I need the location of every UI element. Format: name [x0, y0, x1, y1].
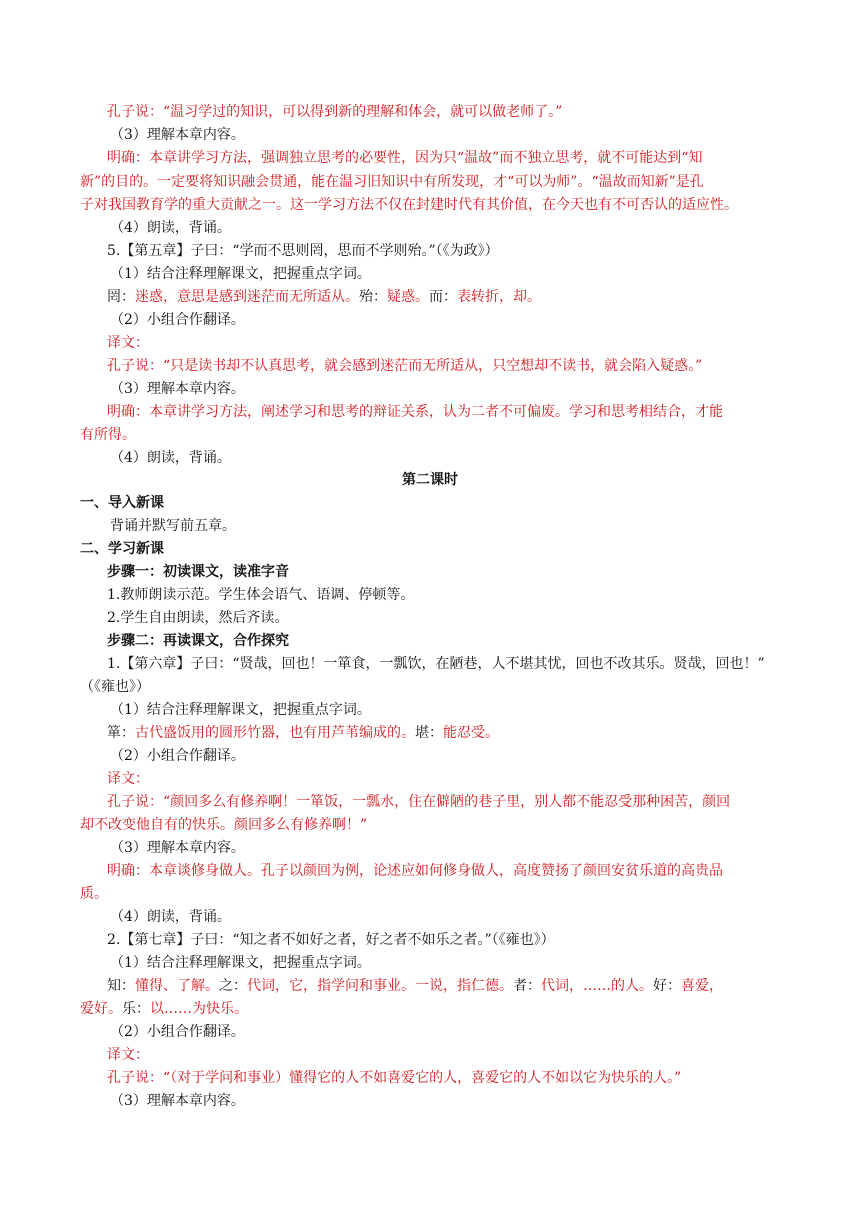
chapter-source: （《雍也》）: [80, 679, 150, 695]
translation-text: 孔子说：“颜回多么有修养啊！一箪饭，一瓢水，住在僻陋的巷子里，别人都不能忍受那种困苦，颜回: [107, 794, 731, 810]
vocab-definition: 代词，……的人。: [541, 978, 653, 994]
section-heading: 一、导入新课: [80, 495, 164, 511]
vocab-definition: 疑惑。: [387, 289, 429, 305]
step-heading: （2）小组合作翻译。: [110, 1024, 245, 1040]
vocab-term: 好：: [653, 978, 681, 994]
vocab-line: [107, 287, 541, 307]
step-heading: （1）结合注释理解课文，把握重点字词。: [110, 702, 371, 718]
analysis-text: 明确：本章讲学习方法，强调独立思考的必要性，因为只“温故”而不独立思考，就不可能达到“知: [107, 150, 703, 166]
step-heading: （3）理解本章内容。: [110, 840, 245, 856]
vocab-term: 堪：: [415, 725, 443, 741]
step-heading: （2）小组合作翻译。: [110, 748, 245, 764]
vocab-definition: 古代盛饭用的圆形竹器，也有用芦苇编成的。: [135, 725, 415, 741]
step-heading: （1）结合注释理解课文，把握重点字词。: [110, 266, 371, 282]
vocab-definition: 懂得、了解。: [135, 978, 219, 994]
vocab-term: 箪：: [107, 725, 135, 741]
vocab-definition: 迷惑，意思是感到迷茫而无所适从。: [135, 289, 359, 305]
translation-text: 却不改变他自有的快乐。颜回多么有修养啊！”: [80, 817, 368, 833]
analysis-text: 明确：本章讲学习方法，阐述学习和思考的辩证关系，认为二者不可偏废。学习和思考相结合，才能: [107, 404, 723, 420]
translation-label: 译文：: [107, 771, 149, 787]
section-title: 第二课时: [402, 472, 458, 488]
body-text: 背诵并默写前五章。: [110, 518, 236, 534]
step-title: 步骤二：再读课文，合作探究: [107, 633, 289, 649]
vocab-term: 罔：: [107, 289, 135, 305]
vocab-term: 而：: [429, 289, 457, 305]
step-heading: （3）理解本章内容。: [110, 127, 245, 143]
vocab-term: 乐：: [122, 1001, 150, 1017]
step-heading: （4）朗读，背诵。: [110, 450, 231, 466]
chapter-text: 5.【第五章】子曰：“学而不思则罔，思而不学则殆。”（《为政》）: [107, 243, 499, 259]
vocab-term: 知：: [107, 978, 135, 994]
step-heading: （4）朗读，背诵。: [110, 220, 231, 236]
analysis-text: 明确：本章谈修身做人。孔子以颜回为例，论述应如何修身做人，高度赞扬了颜回安贫乐道的高贵品: [107, 863, 723, 879]
translation-text: 孔子说：“温习学过的知识，可以得到新的理解和体会，就可以做老师了。”: [107, 104, 563, 120]
translation-label: 译文：: [107, 335, 149, 351]
vocab-definition: 爱好。: [80, 1001, 122, 1017]
vocab-definition: 表转折，却。: [457, 289, 541, 305]
vocab-definition: 以……为快乐。: [150, 1001, 248, 1017]
vocab-definition: 喜爱，: [681, 978, 723, 994]
vocab-definition: 能忍受。: [443, 725, 499, 741]
vocab-line: [107, 976, 723, 996]
chapter-text: 2.【第七章】子曰：“知之者不如好之者，好之者不如乐之者。”（《雍也》）: [107, 932, 555, 948]
step-heading: （4）朗读，背诵。: [110, 909, 231, 925]
vocab-term: 之：: [219, 978, 247, 994]
vocab-line: [80, 999, 248, 1019]
step-heading: （1）结合注释理解课文，把握重点字词。: [110, 955, 371, 971]
step-heading: （3）理解本章内容。: [110, 381, 245, 397]
vocab-term: 者：: [513, 978, 541, 994]
vocab-definition: 代词，它，指学问和事业。一说，指仁德。: [247, 978, 513, 994]
body-text: 2.学生自由朗读，然后齐读。: [107, 610, 289, 626]
translation-text: 孔子说：“（对于学问和事业）懂得它的人不如喜爱它的人，喜爱它的人不如以它为快乐的人。”: [107, 1070, 682, 1086]
step-title: 步骤一：初读课文，读准字音: [107, 564, 289, 580]
analysis-text: 新”的目的。一定要将知识融会贯通，能在温习旧知识中有所发现，才“可以为师”。“温故而知新”是孔: [80, 174, 704, 190]
chapter-text: 1.【第六章】子曰：“贤哉，回也！一箪食，一瓢饮，在陋巷，人不堪其忧，回也不改其乐。贤哉，回也！”: [107, 656, 765, 672]
analysis-text: 子对我国教育学的重大贡献之一。这一学习方法不仅在封建时代有其价值，在今天也有不可否认的适应性。: [80, 197, 738, 213]
body-text: 1.教师朗读示范。学生体会语气、语调、停顿等。: [107, 587, 415, 603]
translation-label: 译文：: [107, 1047, 149, 1063]
analysis-text: 有所得。: [80, 427, 136, 443]
vocab-term: 殆：: [359, 289, 387, 305]
section-heading: 二、学习新课: [80, 541, 164, 557]
translation-text: 孔子说：“只是读书却不认真思考，就会感到迷茫而无所适从，只空想却不读书，就会陷入疑惑。”: [107, 358, 703, 374]
step-heading: （3）理解本章内容。: [110, 1093, 245, 1109]
step-heading: （2）小组合作翻译。: [110, 312, 245, 328]
analysis-text: 质。: [80, 886, 108, 902]
vocab-line: [107, 723, 499, 743]
